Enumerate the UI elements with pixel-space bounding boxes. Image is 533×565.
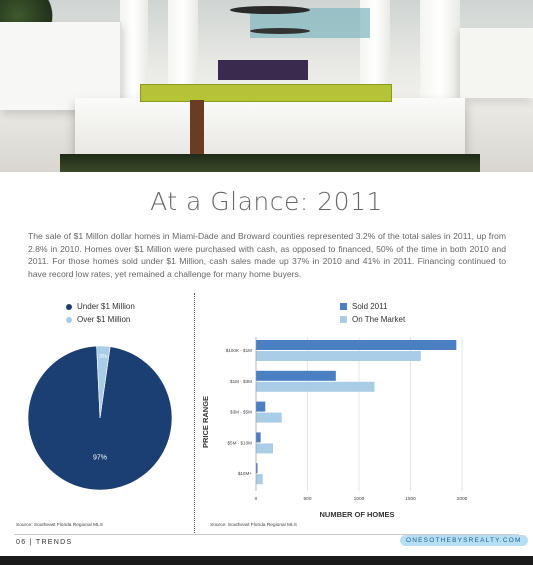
bar: [256, 413, 282, 423]
bar: [256, 382, 374, 392]
sofa: [460, 28, 533, 98]
bar: [256, 474, 263, 484]
x-tick-label: 0: [254, 497, 258, 502]
legend-item: [340, 300, 405, 313]
bottom-bar: [0, 556, 533, 565]
grass: [60, 154, 480, 172]
y-tick-label: $3M - $5M: [230, 409, 252, 415]
x-tick-label: 500: [303, 497, 312, 502]
x-tick-label: 1000: [353, 497, 365, 502]
bar: [256, 340, 456, 350]
tray: [140, 84, 392, 102]
sculpture: [250, 28, 310, 34]
sofa: [0, 22, 121, 110]
column: [420, 0, 460, 110]
coffee-table: [75, 98, 465, 154]
x-tick-label: 2000: [456, 497, 468, 502]
x-axis-title: NUMBER OF HOMES: [319, 510, 395, 519]
legend-swatch: [340, 316, 347, 323]
legend-swatch: [340, 303, 347, 310]
page-number: 06 | TRENDS: [16, 539, 73, 546]
bar: [256, 432, 261, 442]
bar: [256, 402, 265, 412]
rug: [218, 60, 308, 80]
intro-paragraph: The sale of $1 Millon dollar homes in Miami-Dade and Broward counties represented 3.2% of the total sales in 2011, up from 2.8% in 2010. Homes over $1 Million were purchased with cash, as opposed to financed, 50% of the time in both 2010 and 2011. For those homes sold under $1 Million, cash sales made up 37% in 2010 and 41% in 2011. Financing continued to have record low rates, yet remained a challenge for many home buyers.: [28, 231, 506, 280]
pie-data-label: 97%: [92, 454, 108, 462]
bar: [256, 371, 336, 381]
source-note: Source: Southeast Florida Regional MLS: [210, 523, 297, 528]
bar-chart: [196, 335, 476, 525]
column-divider: [194, 293, 195, 533]
pie-data-label: 3%: [98, 354, 107, 361]
legend-item: [66, 313, 135, 326]
y-axis-title: PRICE RANGE: [201, 395, 210, 449]
wood-stripe: [190, 100, 204, 160]
legend-label: Sold 2011: [352, 302, 388, 311]
legend-item: [340, 313, 405, 326]
y-tick-label: $1M - $3M: [230, 378, 252, 384]
page-title: At a Glance: 2011: [150, 187, 383, 216]
x-tick-label: 1500: [405, 497, 416, 502]
y-tick-label: $100K - $1M: [225, 348, 252, 353]
bar: [256, 351, 421, 361]
hero-photo: [0, 0, 533, 172]
y-tick-label: $10M+: [237, 471, 252, 477]
bar: [256, 443, 273, 453]
pie-chart: [24, 342, 176, 494]
legend-label: Over $1 Million: [77, 315, 131, 324]
bar-legend: [340, 300, 405, 326]
legend-swatch: [66, 317, 72, 323]
website-link[interactable]: ONESOTHEBYSREALTY.COM: [400, 535, 528, 546]
legend-label: Under $1 Million: [77, 302, 135, 311]
legend-swatch: [66, 304, 72, 310]
y-tick-label: $5M - $10M: [227, 440, 252, 446]
legend-label: On The Market: [352, 315, 406, 324]
legend-item: [66, 300, 135, 313]
sculpture: [230, 6, 310, 14]
pie-legend: [66, 300, 135, 326]
source-note: Source: Southeast Florida Regional MLS: [16, 523, 103, 528]
